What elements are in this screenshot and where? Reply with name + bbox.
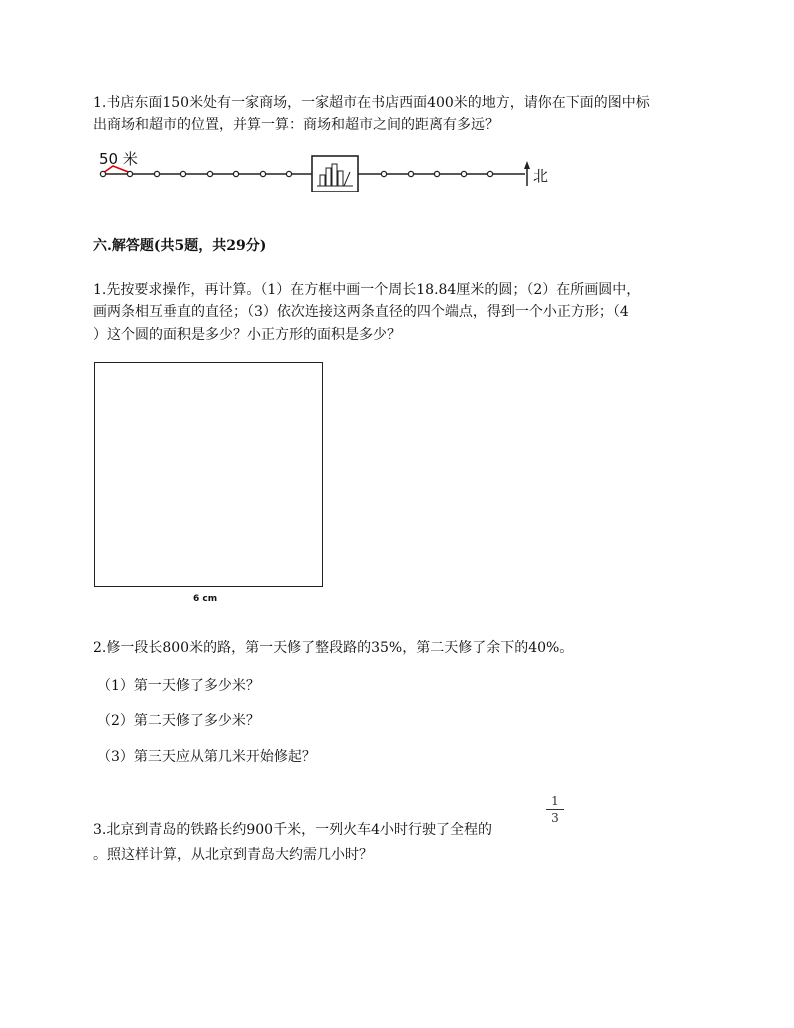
fraction-denominator: 3 — [551, 811, 559, 825]
scale-point — [233, 171, 238, 176]
q1-line-3: ）这个圆的面积是多少？小正方形的面积是多少？ — [93, 327, 401, 343]
q3-line-2: 。照这样计算，从北京到青岛大约需几小时？ — [93, 847, 373, 863]
fraction-numerator: 1 — [551, 794, 559, 808]
scale-point — [461, 171, 466, 176]
scale-point — [260, 171, 265, 176]
q2-sub-3: （3）第三天应从第几米开始修起？ — [97, 749, 316, 765]
fraction-one-third — [546, 794, 564, 825]
scale-label: 50 米 — [99, 150, 138, 168]
scale-point — [127, 171, 132, 176]
section-title: 六.解答题(共5题，共29分) — [93, 238, 267, 254]
map-question-line-1: 1.书店东面150米处有一家商场，一家超市在书店西面400米的地方，请你在下面的图中标 — [93, 95, 650, 111]
scale-point — [434, 171, 439, 176]
north-label: 北 — [533, 167, 549, 185]
scale-point — [100, 171, 105, 176]
scale-point — [381, 171, 386, 176]
scale-point — [154, 171, 159, 176]
q2-sub-1: （1）第一天修了多少米？ — [97, 678, 260, 694]
fraction-bar — [546, 809, 564, 810]
frame-size-label: 6 cm — [193, 594, 218, 604]
scale-point — [286, 171, 291, 176]
q3-line-1: 3.北京到青岛的铁路长约900千米，一列火车4小时行驶了全程的 — [93, 822, 492, 838]
q2-stem: 2.修一段长800米的路，第一天修了整段路的35%，第二天修了余下的40%。 — [93, 640, 574, 656]
scale-point — [487, 171, 492, 176]
q1-line-2: 画两条相互垂直的直径；（3）依次连接这两条直径的四个端点，得到一个小正方形；（4 — [93, 304, 629, 320]
map-question-line-2: 出商场和超市的位置，并算一算：商场和超市之间的距离有多远？ — [93, 117, 499, 133]
scale-line-diagram — [95, 148, 555, 192]
scale-point — [180, 171, 185, 176]
scale-point — [207, 171, 212, 176]
scale-point — [408, 171, 413, 176]
bookstore-icon — [312, 156, 358, 192]
q1-line-1: 1.先按要求操作，再计算。（1）在方框中画一个周长18.84厘米的圆；（2）在所画圆中， — [93, 282, 641, 298]
drawing-square-frame — [94, 362, 323, 587]
q2-sub-2: （2）第二天修了多少米？ — [97, 713, 260, 729]
